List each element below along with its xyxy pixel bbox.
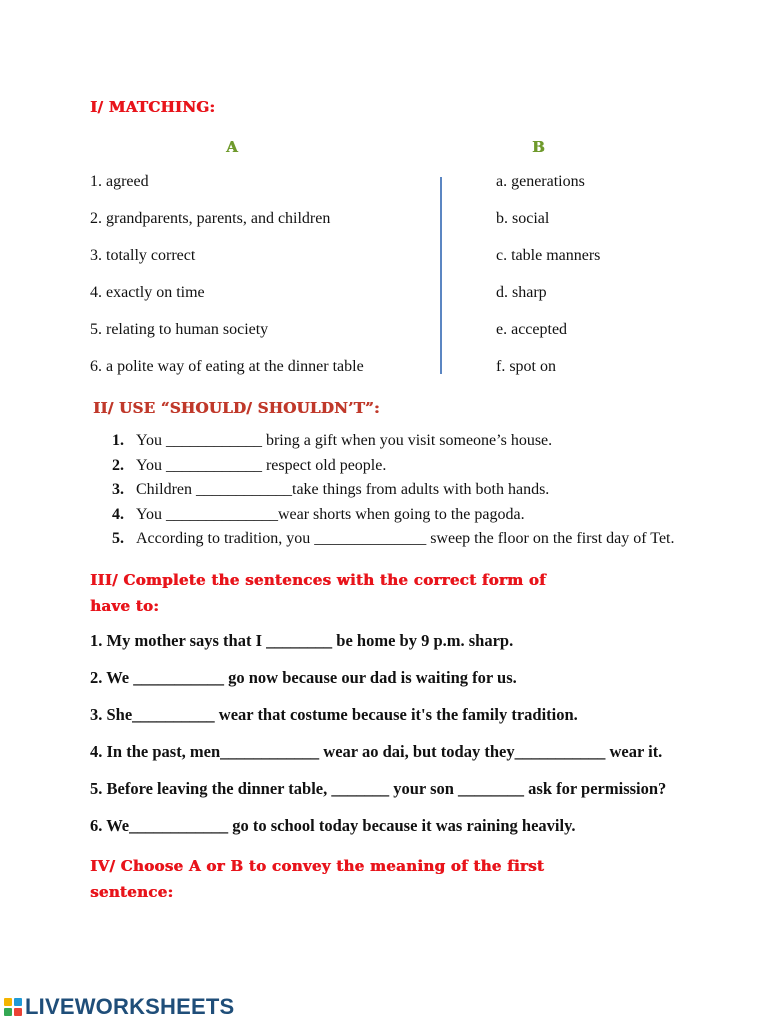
match-a-5: 5. relating to human society	[90, 321, 269, 338]
item-text: You ______________wear shorts when going to the pagoda.	[136, 505, 525, 523]
match-a-1: 1. agreed	[90, 173, 149, 190]
match-b-4: d. sharp	[496, 284, 547, 301]
item-number: 3.	[112, 481, 124, 498]
column-divider	[440, 177, 442, 374]
item-text: According to tradition, you ______________ sweep the floor on the first day of Tet.	[136, 530, 675, 547]
match-a-6: 6. a polite way of eating at the dinner table	[90, 358, 364, 375]
match-b-1: a. generations	[496, 173, 585, 190]
match-a-3: 3. totally correct	[90, 247, 196, 264]
section3-heading-line1: III/ Complete the sentences with the correct form of	[90, 571, 546, 589]
section4-heading-line2: sentence:	[90, 883, 174, 901]
item-number: 5.	[112, 530, 124, 547]
section4-heading-line1: IV/ Choose A or B to convey the meaning of the first	[90, 857, 544, 875]
liveworksheets-logo[interactable]	[4, 994, 234, 1020]
should-item	[112, 457, 386, 475]
have-to-item-6: 6. We____________ go to school today because it was raining heavily.	[90, 816, 576, 835]
have-to-item-2: 2. We ___________ go now because our dad is waiting for us.	[90, 668, 517, 687]
liveworksheets-logo-text: LIVEWORKSHEETS	[25, 994, 235, 1019]
match-b-2: b. social	[496, 210, 550, 227]
item-number: 1.	[112, 432, 124, 449]
column-b-label: B	[532, 138, 545, 156]
item-text: You ____________ bring a gift when you visit someone’s house.	[136, 432, 553, 449]
have-to-item-5: 5. Before leaving the dinner table, _______ your son ________ ask for permission?	[90, 779, 667, 798]
section1-heading: I/ MATCHING:	[90, 98, 216, 116]
section3-heading-line2: have to:	[90, 597, 159, 615]
have-to-item-1: 1. My mother says that I ________ be home by 9 p.m. sharp.	[90, 631, 514, 650]
section2-heading: II/ USE “SHOULD/ SHOULDN’T”:	[93, 399, 380, 417]
should-item	[112, 432, 552, 450]
column-a-label: A	[226, 138, 238, 156]
have-to-item-3: 3. She__________ wear that costume because it's the family tradition.	[90, 705, 578, 724]
should-item	[112, 481, 549, 499]
should-item	[112, 530, 674, 548]
item-number: 4.	[112, 505, 124, 523]
should-item	[112, 506, 525, 524]
match-b-3: c. table manners	[496, 247, 601, 264]
item-text: Children ____________take things from adults with both hands.	[136, 481, 550, 498]
match-a-2: 2. grandparents, parents, and children	[90, 210, 331, 227]
item-text: You ____________ respect old people.	[136, 456, 387, 474]
liveworksheets-logo-icon	[4, 998, 22, 1016]
match-b-5: e. accepted	[496, 321, 568, 338]
item-number: 2.	[112, 456, 124, 474]
match-b-6: f. spot on	[496, 358, 556, 375]
have-to-item-4: 4. In the past, men____________ wear ao dai, but today they___________ wear it.	[90, 742, 663, 761]
match-a-4: 4. exactly on time	[90, 284, 205, 301]
